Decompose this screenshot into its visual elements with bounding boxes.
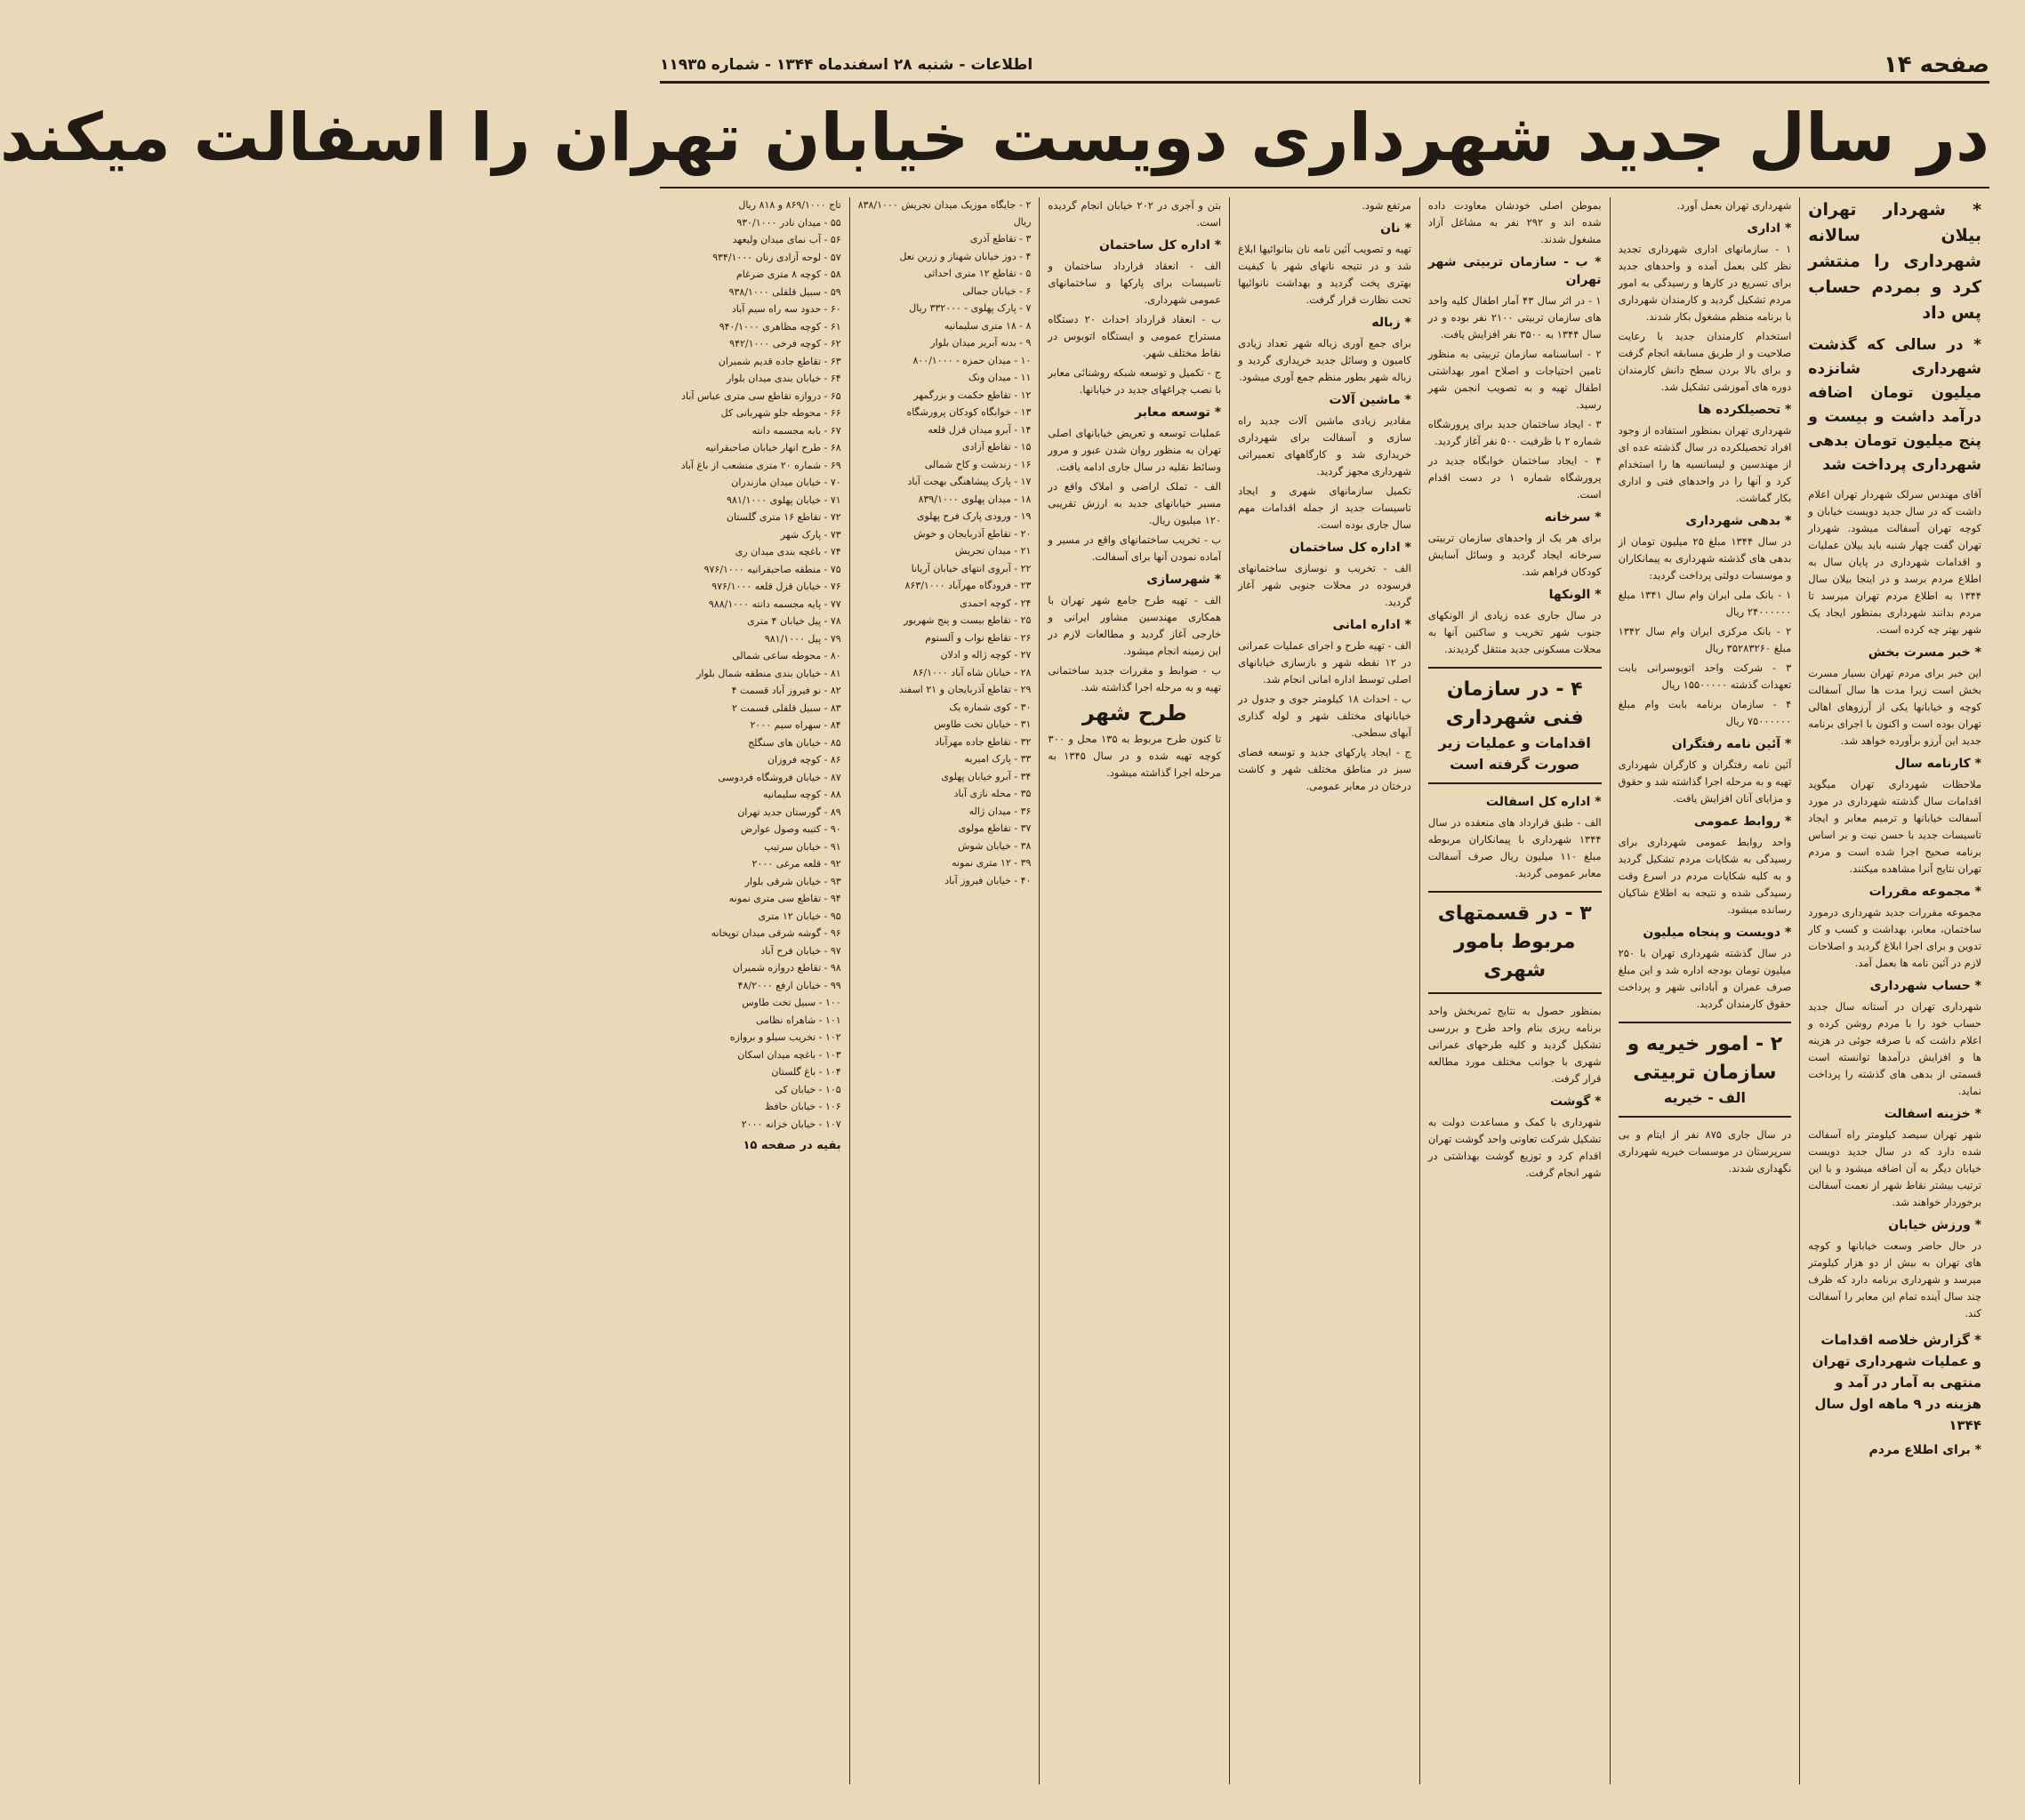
section-subheading: * کارنامه سال xyxy=(1894,757,1981,771)
paragraph: الف - تملک اراضی و املاک واقع در مسیر خیابانهای جدید به ارزش تقریبی ۱۲۰ میلیون ریال. xyxy=(1048,480,1222,526)
list-item: ۴۰ - خیابان فیروز آباد xyxy=(944,874,1032,886)
paragraph: ۴ - ایجاد ساختمان خوابگاه جدید در پرورشگاه شماره ۱ در دست اقدام است. xyxy=(1427,454,1602,501)
paragraph: الف - طبق قرارداد های منعقده در سال ۱۳۴۴ شهرداری با پیمانکاران مربوطه مبلغ ۱۱۰ میلیون ریال صرف آسفالت معابر عمومی گردید. xyxy=(1427,816,1602,879)
section-title: طرح شهر xyxy=(1081,701,1187,726)
masthead xyxy=(660,49,1989,84)
list-item: ۶۸ - طرح انهار خیابان صاحبقرانیه xyxy=(705,442,841,453)
paragraph: ب - ضوابط و مقررات جدید ساختمانی تهیه و به مرحله اجرا گذاشته شد. xyxy=(1048,664,1222,694)
list-item: ۳۲ - تقاطع جاده مهرآباد xyxy=(935,735,1032,748)
list-item: ۳۳ - پارک امیریه xyxy=(964,753,1032,765)
column-2 xyxy=(1610,197,1800,1784)
section-header xyxy=(1428,891,1602,994)
list-item: ۴ - دوز خیابان شهناز و زرین نعل xyxy=(899,250,1032,262)
list-item: ۱۰۳ - باغچه میدان اسکان xyxy=(737,1048,841,1061)
paragraph: شهرداری تهران در آستانه سال جدید حساب خود را با مردم روشن کرده و اعلام داشت که با صرفه جوئی در هزینه ها و افزایش درآمدها توانسته است قسمتی از بدهی های گذشته را پرداخت نماید. xyxy=(1808,1000,1981,1097)
list-item: ۱۰ - میدان حمزه - ۸۰۰/۱۰۰۰ xyxy=(912,354,1032,366)
list-item: ۲۳ - فرودگاه مهرآباد ۸۶۳/۱۰۰۰ xyxy=(904,580,1032,591)
summary-note: * برای اطلاع مردم xyxy=(1868,1443,1981,1457)
list-item: ۸ - ۱۸ متری سلیمانیه xyxy=(944,319,1032,332)
list-item: ۲۶ - تقاطع نواب و آلستوم xyxy=(925,631,1032,644)
list-item: ۶۳ - تقاطع جاده قدیم شمیران xyxy=(718,355,841,367)
section-subheading: * آئین نامه رفتگران xyxy=(1671,737,1792,751)
list-item: ۳۱ - خیابان تخت طاوس xyxy=(934,718,1032,730)
column-7 xyxy=(660,197,849,1784)
list-item: ۱۱ - میدان ونک xyxy=(968,372,1032,383)
paragraph: الف - تهیه طرح و اجرای عملیات عمرانی در ۱۲ نقطه شهر و بازسازی خیابانهای اصلی توسط اداره امانی انجام شد. xyxy=(1238,639,1411,686)
paragraph: شهرداری تهران بعمل آورد. xyxy=(1676,199,1792,212)
list-item: ۲۱ - میدان تجریش xyxy=(954,545,1032,557)
list-item: ۱۰۵ - خیابان کی xyxy=(775,1083,841,1095)
paragraph: واحد روابط عمومی شهرداری برای رسیدگی به شکایات مردم تشکیل گردید و به کلیه شکایات مردم در اسرع وقت رسیدگی شده و نتیجه به اطلاع شاکیان رسانده میشود. xyxy=(1618,836,1792,916)
list-item: ۹۱ - خیابان سرتیپ xyxy=(764,840,841,853)
section-subheading: * روابط عمومی xyxy=(1693,814,1792,829)
list-item: ۱۷ - پارک پیشاهنگی بهجت آباد xyxy=(907,476,1032,487)
list-item: ۷۰ - خیابان میدان مازندران xyxy=(731,477,841,488)
list-item: ۷۵ - منطقه صاحبقرانیه ۹۷۶/۱۰۰۰ xyxy=(703,563,841,575)
section-subheading: * خبر مسرت بخش xyxy=(1868,645,1981,660)
section-header xyxy=(1619,1022,1792,1118)
list-item: ۵۶ - آب نمای میدان ولیعهد xyxy=(732,234,841,245)
list-item: ۷۹ - پیل ۹۸۱/۱۰۰۰ xyxy=(764,632,841,645)
section-header-title: ۳ - در قسمتهای مربوط بامور شهری xyxy=(1437,902,1592,982)
article-columns xyxy=(660,197,1989,1784)
list-item: ۳ - شرکت واحد اتوبوسرانی بابت تعهدات گذشته ۱۵۵۰۰۰۰۰ ریال xyxy=(1618,661,1792,691)
list-item: ۵۵ - میدان نادر ۹۳۰/۱۰۰۰ xyxy=(736,216,841,229)
list-item: ۲۹ - تقاطع آذربایجان و ۲۱ اسفند xyxy=(898,684,1032,695)
main-headline: در سال جدید شهرداری دویست خیابان تهران را اسفالت میکند xyxy=(660,89,1989,188)
paragraph: تا کنون طرح مربوط به ۱۳۵ محل و ۳۰۰ کوچه تهیه شده و در سال ۱۳۴۵ به مرحله اجرا گذاشته میشود. xyxy=(1048,733,1222,779)
paragraph: مقادیر زیادی ماشین آلات جدید راه سازی و آسفالت برای شهرداری خریداری شد و کارگاههای تعمیراتی شهرداری مجهز گردید. xyxy=(1238,414,1411,477)
list-item: ۹۴ - تقاطع سی متری نمونه xyxy=(728,893,841,904)
paragraph: ۱ - سازمانهای اداری شهرداری تجدید نظر کلی بعمل آمده و واحدهای جدید برای تسریع در کارها و رسیدگی به امور مردم تشکیل گردید و کارمندان شهرداری با برنامه منظم مشغول بکار شدند. xyxy=(1618,243,1792,323)
list-item: ۸۷ - خیابان فروشگاه فردوسی xyxy=(718,771,841,783)
list-item: ۶۹ - شماره ۲۰ متری منشعب از باغ آباد xyxy=(680,459,841,471)
list-item: ۹۶ - گوشه شرقی میدان توپخانه xyxy=(711,927,841,939)
list-item: ۵۷ - لوحه آزادی زنان ۹۳۴/۱۰۰۰ xyxy=(712,251,841,263)
list-item: ۱۶ - زندشت و کاخ شمالی xyxy=(924,458,1032,470)
section-subheading: * ورزش خیابان xyxy=(1888,1218,1981,1232)
paragraph: مرتفع شود. xyxy=(1362,199,1411,212)
list-item: ۷۶ - خیابان قزل قلعه ۹۷۶/۱۰۰۰ xyxy=(711,581,841,592)
paragraph: الف - تخریب و نوسازی ساختمانهای فرسوده در محلات جنوبی شهر آغاز گردید. xyxy=(1238,562,1411,608)
page-number: صفحه ۱۴ xyxy=(1883,52,1989,78)
list-item: تاج ۸۶۹/۱۰۰۰ و ۸۱۸ ریال xyxy=(738,199,841,211)
column-1 xyxy=(1799,197,1989,1784)
paragraph: ملاحظات شهرداری تهران میگوید اقدامات سال گذشته شهرداری در مورد آسفالت خیابانها و ترمیم معابر و ایجاد تاسیسات جدید با حسن نیت و بر اساس برنامه صحیح اجرا شده است و مردم تهران نتایج آنرا مشاهده میکنند. xyxy=(1808,778,1981,875)
list-item: ۱۰۲ - تخریب سیلو و بروازه xyxy=(729,1031,841,1043)
list-item: ۲۷ - کوچه ژاله و ادلان xyxy=(940,649,1032,661)
section-subheading: * توسعه معابر xyxy=(1135,405,1222,420)
list-item: ۲۴ - کوچه احمدی xyxy=(960,597,1032,609)
paragraph: ب - تخریب ساختمانهای واقع در مسیر و آماده نمودن آنها برای آسفالت. xyxy=(1048,533,1222,563)
list-item: ۱۸ - میدان پهلوی ۸۳۹/۱۰۰۰ xyxy=(918,493,1032,505)
list-item: ۱ - بانک ملی ایران وام سال ۱۳۴۱ مبلغ ۲۴۰۰۰۰۰۰ ریال xyxy=(1618,589,1792,618)
paragraph: استخدام کارمندان جدید با رعایت صلاحیت و از طریق مسابقه انجام گرفت و برای بالا بردن سطح دانش کارمندان دوره های آموزشی تشکیل شد. xyxy=(1618,330,1792,393)
list-item: ۶ - خیابان جمالی xyxy=(962,285,1032,297)
list-item: ۳ - تقاطع آذری xyxy=(969,233,1032,245)
paragraph: شهرداری با کمک و مساعدت دولت به تشکیل شرکت تعاونی واحد گوشت تهران اقدام کرد و توزیع گوشت بهداشتی در شهر انجام گرفت. xyxy=(1427,1116,1602,1179)
section-subheading: * سرخانه xyxy=(1544,510,1602,525)
list-item: ۷۷ - پایه مجسمه دانته ۹۸۸/۱۰۰۰ xyxy=(708,597,841,610)
list-item: ۱۰۷ - خیابان خزانه ۲۰۰۰ xyxy=(741,1118,841,1130)
list-item: ۷۳ - پارک شهر xyxy=(780,528,841,541)
list-item: ۱۰۴ - باغ گلستان xyxy=(771,1066,841,1078)
section-subheading: * نان xyxy=(1380,221,1411,236)
list-item: ۱۴ - آبرو میدان قزل قلعه xyxy=(928,423,1032,436)
paragraph: برای هر یک از واحدهای سازمان تربیتی سرخانه ایجاد گردید و وسائل آسایش کودکان فراهم شد. xyxy=(1427,532,1602,578)
list-item: ۸۱ - خیابان بندی منطقه شمال بلوار xyxy=(696,667,841,679)
section-header-title: فنی شهرداری xyxy=(1445,707,1584,729)
list-item: ۶۱ - کوچه مظاهری ۹۴۰/۱۰۰۰ xyxy=(719,320,841,333)
section-subheading: * الونکها xyxy=(1548,588,1602,602)
paragraph: در حال حاضر وسعت خیابانها و کوچه های تهران به بیش از دو هزار کیلومتر میرسد و شهرداری برنامه دارد که ظرف چند سال آینده تمام این معابر را آسفالت کند. xyxy=(1808,1239,1981,1319)
paragraph: ب - احداث ۱۸ کیلومتر جوی و جدول در خیابانهای مختلف شهر و لوله گذاری آبهای سطحی. xyxy=(1238,693,1411,739)
list-item: ۲ - بانک مرکزی ایران وام سال ۱۳۴۲ مبلغ ۳۵۲۸۳۲۶۰ ریال xyxy=(1618,625,1792,654)
list-item: ۳۶ - میدان ژاله xyxy=(968,805,1032,817)
section-header-title: ۲ - امور خیریه و سازمان تربیتی xyxy=(1627,1033,1783,1084)
paragraph: در سال جاری ۸۷۵ نفر از ایتام و بی سرپرستان در موسسات خیریه شهرداری نگهداری شدند. xyxy=(1618,1128,1792,1175)
paragraph: ج - ایجاد پارکهای جدید و توسعه فضای سبز در مناطق مختلف شهر و کاشت درختان در معابر عمومی. xyxy=(1238,746,1411,792)
list-item: ۶۶ - محوطه جلو شهربانی کل xyxy=(720,407,841,419)
section-subheading: * خزینه اسفالت xyxy=(1884,1107,1981,1121)
paragraph: عملیات توسعه و تعریض خیابانهای اصلی تهران به منظور روان شدن عبور و مرور وسائط نقلیه در سال جاری ادامه یافت. xyxy=(1048,427,1222,473)
list-item: ۹ - بدنه آبریز میدان بلوار xyxy=(930,337,1032,349)
list-item: ۱۰۶ - خیابان حافظ xyxy=(764,1101,841,1112)
list-item: ۱۰۰ - سبیل تخت طاوس xyxy=(742,997,841,1008)
list-item: ۷۴ - باغچه بندی میدان ری xyxy=(735,546,841,557)
list-item: ۸۸ - کوچه سلیمانیه xyxy=(762,789,841,800)
list-item: ۶۵ - دروازه تقاطع سی متری عباس آباد xyxy=(681,389,841,402)
paragraph: تکمیل سازمانهای شهری و ایجاد تاسیسات جدید از جمله اقدامات مهم سال جاری بوده است. xyxy=(1238,485,1411,531)
paragraph: ب - انعقاد قرارداد احداث ۲۰ دستگاه مستراح عمومی و ایستگاه اتوبوس در نقاط مختلف شهر. xyxy=(1048,313,1222,359)
paragraph: این خبر برای مردم تهران بسیار مسرت بخش است زیرا مدت ها سال آسفالت کوچه و خیابانها یکی از آرزوهای اهالی تهران بوده است و اکنون با اجرای برنامه جدید این آرزو برآورده خواهد شد. xyxy=(1808,667,1981,747)
paragraph: ۳ - ایجاد ساختمان جدید برای پرورشگاه شماره ۲ با ظرفیت ۵۰۰ نفر آغاز گردید. xyxy=(1427,418,1602,447)
section-subheading: * حساب شهرداری xyxy=(1869,979,1981,993)
section-subheading: * اداری xyxy=(1747,221,1792,236)
paragraph: ۱ - در اثر سال ۴۳ آمار اطفال کلیه واحد های سازمان تربیتی ۲۱۰۰ نفر بوده و در سال ۱۳۴۴ به ۳۵۰۰ نفر افزایش یافت. xyxy=(1427,294,1602,341)
list-item: ۱۰۱ - شاهراه نظامی xyxy=(755,1014,841,1026)
list-item: ۹۹ - خیابان ارفع ۴۸/۲۰۰۰ xyxy=(737,979,841,991)
lead-subheadline-2: * در سالی که گذشت شهرداری شانزده میلیون تومان اضافه درآمد داشت و بیست و پنج میلیون تومان بدهی شهرداری پرداخت شد xyxy=(1808,336,1981,474)
list-item: ۶۲ - کوچه فرخی ۹۴۲/۱۰۰۰ xyxy=(729,338,841,349)
list-item: ۵۹ - سبیل قلقلی ۹۳۸/۱۰۰۰ xyxy=(728,285,841,298)
paragraph: شهر تهران سیصد کیلومتر راه آسفالت شده دارد که در سال جدید دویست خیابان دیگر به آن اضافه میشود و با این ترتیب بیشتر نقاط شهر از نعمت آسفالت برخوردار خواهند شد. xyxy=(1808,1128,1981,1208)
paragraph: الف - انعقاد قرارداد ساختمان و تاسیسات برای پارکها و ساختمانهای عمومی شهرداری. xyxy=(1048,260,1222,306)
list-item: ۹۲ - قلعه مرغی ۲۰۰۰ xyxy=(751,858,841,870)
column-3 xyxy=(1419,197,1610,1784)
section-subheading: * اداره کل ساختمان xyxy=(1099,238,1222,253)
paragraph: در سال جاری عده زیادی از الونکهای جنوب شهر تخریب و ساکنین آنها به محلات مسکونی جدید منتقل گردیدند. xyxy=(1427,609,1602,655)
section-header-sub: الف - خیریه xyxy=(1663,1089,1746,1106)
section-subheading: * دویست و پنجاه میلیون xyxy=(1643,926,1792,940)
paragraph: آقای مهندس سرلک شهردار تهران اعلام داشت که در سال جدید دویست خیابان و کوچه تهران آسفالت میشود. شهردار تهران گفت چهار شنبه باید بیلان عملیات و اقدامات شهرداری در پایان سال به اطلاع مردم برسد و در اینجا بیلان سال ۱۳۴۴ به اطلاع مردم تهران میرسد تا مردم بدانند شهرداری بمنظور ایجاد یک شهر بهتر چه کرده است. xyxy=(1808,488,1981,636)
list-item: ۸۰ - محوطه ساعی شمالی xyxy=(732,650,841,661)
list-item: ۶۰ - حدود سه راه سیم آباد xyxy=(731,303,841,315)
list-item: ۱۲ - تقاطع حکمت و بزرگمهر xyxy=(913,389,1032,401)
column-4 xyxy=(1229,197,1419,1784)
list-item: ۲ - جایگاه موزیک میدان تجریش ۸۳۸/۱۰۰۰ ریال xyxy=(857,199,1032,228)
list-item: ۹۳ - خیابان شرقی بلوار xyxy=(744,875,841,887)
lead-subheadline: * شهردار تهران بیلان سالانه شهرداری را منتشر کرد و بمردم حساب پس داد xyxy=(1808,200,1981,323)
list-item: ۲۲ - آبروی انتهای خیابان آریانا xyxy=(911,562,1032,574)
list-item: ۳۴ - آبرو خیابان پهلوی xyxy=(941,770,1032,782)
paragraph: آئین نامه رفتگران و کارگران شهرداری تهیه و به مرحله اجرا گذاشته شد و حقوق و مزایای آنان افزایش یافت. xyxy=(1618,758,1792,805)
paragraph: شهرداری تهران بمنظور استفاده از وجود افراد تحصیلکرده در سال گذشته عده ای از مهندسین و لیسانسیه ها را استخدام کرد و آنها را در واحدهای فنی و اداری بکار گماشت. xyxy=(1618,424,1792,504)
list-item: ۴ - سازمان برنامه بابت وام مبلغ ۷۵۰۰۰۰۰۰ ریال xyxy=(1618,698,1792,727)
paragraph: تهیه و تصویب آئین نامه نان بنانوائیها ابلاغ شد و در نتیجه نانهای شهر با کیفیت بهتری پخت گردید و بهداشت نانوائیها تحت نظارت قرار گرفت. xyxy=(1238,243,1411,306)
list-item: ۲۰ - تقاطع آذربایجان و خوش xyxy=(913,527,1032,540)
list-item: ۸۳ - سبیل قلقلی قسمت ۲ xyxy=(732,702,841,714)
list-item: ۶۴ - خیابان بندی میدان بلوار xyxy=(727,373,841,384)
section-header-number: ۴ - در سازمان xyxy=(1446,678,1583,701)
summary-box: * گزارش خلاصه اقدامات و عملیات شهرداری تهران منتهی به آمار در آمد و هزینه در ۹ ماهه اول سال ۱۳۴۴ xyxy=(1812,1332,1981,1433)
paragraph: در سال ۱۳۴۴ مبلغ ۲۵ میلیون تومان از بدهی های گذشته شهرداری به پیمانکاران و موسسات دولتی پرداخت گردید: xyxy=(1618,535,1792,581)
list-item: ۸۹ - گورستان جدید تهران xyxy=(737,806,841,818)
section-header xyxy=(1428,667,1602,784)
list-item: ۱۳ - خوابگاه کودکان پرورشگاه xyxy=(906,406,1032,418)
list-item: ۳۸ - خیابان شوش xyxy=(958,839,1032,852)
list-item: ۷۲ - تقاطع ۱۶ متری گلستان xyxy=(726,511,841,523)
list-item: ۱۹ - ورودی پارک فرح پهلوی xyxy=(916,510,1032,522)
list-item: ۱۵ - تقاطع آزادی xyxy=(961,441,1032,453)
section-subheading: * اداره کل ساختمان xyxy=(1289,541,1411,555)
list-item: ۸۵ - خیابان های سنگلج xyxy=(748,736,841,749)
issue-info: اطلاعات - شنبه ۲۸ اسفندماه ۱۳۴۴ - شماره ۱۱۹۳۵ xyxy=(660,56,1033,74)
section-subheading: * شهرسازی xyxy=(1146,573,1222,587)
section-subheading: * بدهی شهرداری xyxy=(1685,514,1792,528)
list-item: ۸۶ - کوچه فروزان xyxy=(767,754,841,766)
paragraph: مجموعه مقررات جدید شهرداری درمورد ساختمان، معابر، بهداشت و کسب و کار تدوین و برای اجرا ابلاغ گردید و اصلاحات لازم در آئین نامه ها بعمل آمد. xyxy=(1808,906,1981,969)
list-item: ۹۷ - خیابان فرح آباد xyxy=(760,944,841,957)
list-item: ۳۵ - محله نازی آباد xyxy=(953,788,1032,799)
list-item: ۹۵ - خیابان ۱۲ متری xyxy=(758,910,841,922)
column-5 xyxy=(1039,197,1229,1784)
list-item: ۸۲ - نو فیروز آباد قسمت ۴ xyxy=(731,685,841,696)
paragraph: ۲ - اساسنامه سازمان تربیتی به منظور تامین احتیاجات و اصلاح امور بهداشتی اطفال تهیه و به تصویب انجمن شهر رسید. xyxy=(1427,348,1602,411)
list-item: ۳۹ - ۱۲ متری نمونه xyxy=(952,857,1032,869)
section-subheading: * اداره کل اسفالت xyxy=(1485,795,1602,809)
section-subheading: * زباله xyxy=(1371,316,1411,330)
list-item: ۲۵ - تقاطع بیست و پنج شهریور xyxy=(904,614,1032,626)
list-item: ۷۱ - خیابان پهلوی ۹۸۱/۱۰۰۰ xyxy=(727,493,841,506)
list-item: ۹۸ - تقاطع دروازه شمیران xyxy=(732,962,841,974)
list-item: ۹۰ - کتیبه وصول عوارض xyxy=(740,823,841,835)
section-subheading: * تحصیلکرده ها xyxy=(1698,403,1792,417)
paragraph: بمنظور حصول به نتایج ثمربخش واحد برنامه ریزی بنام واحد طرح و بررسی تشکیل گردید و کلیه طرحهای عمرانی شهری با جوانب مختلف مورد مطالعه قرار گرفت. xyxy=(1427,1005,1602,1085)
paragraph: ج - تکمیل و توسعه شبکه روشنائی معابر با نصب چراغهای جدید در خیابانها. xyxy=(1048,366,1222,396)
list-item: ۸۴ - سهراه سیم ۲۰۰۰ xyxy=(750,719,841,731)
paragraph: بموطن اصلی خودشان معاودت داده شده اند و ۲۹۲ نفر به مشاغل آزاد مشغول شدند. xyxy=(1427,199,1602,245)
paragraph: الف - تهیه طرح جامع شهر تهران با همکاری مهندسین مشاور ایرانی و خارجی آغاز گردید و مطالعات لازم در این زمینه انجام میشود. xyxy=(1048,594,1222,657)
list-item: ۵۸ - کوچه ۸ متری ضرغام xyxy=(735,269,841,280)
list-item: ۶۷ - بابه مجسمه دانته xyxy=(751,424,841,437)
list-item: ۷۸ - پیل خیابان ۴ متری xyxy=(747,615,841,627)
continued-note: بقیه در صفحه ۱۵ xyxy=(743,1139,841,1152)
list-item: ۳۰ - کوی شماره یک xyxy=(949,701,1032,713)
section-header-sub: اقدامات و عملیات زیر صورت گرفته است xyxy=(1438,734,1591,773)
section-subheading: * مجموعه مقررات xyxy=(1868,885,1981,899)
section-subheading: * ماشین آلات xyxy=(1329,393,1411,407)
paragraph: بتن و آجری در ۲۰۲ خیابان انجام گردیده است. xyxy=(1048,199,1222,229)
list-item: ۵ - تقاطع ۱۲ متری احداثی xyxy=(924,268,1032,279)
column-6 xyxy=(849,197,1040,1784)
section-subheading: * ب - سازمان تربیتی شهر تهران xyxy=(1427,255,1602,287)
paragraph: در سال گذشته شهرداری تهران با ۲۵۰ میلیون تومان بودجه اداره شد و این مبلغ صرف عمران و آبادانی شهر و پرداخت حقوق کارمندان گردید. xyxy=(1618,947,1792,1010)
paragraph: برای جمع آوری زباله شهر تعداد زیادی کامیون و وسائل جدید خریداری گردید و زباله شهر بطور منظم جمع آوری میشود. xyxy=(1238,337,1411,383)
list-item: ۷ - پارک پهلوی - ۳۳۲۰۰۰ ریال xyxy=(909,302,1032,314)
list-item: ۳۷ - تقاطع مولوی xyxy=(958,822,1032,834)
section-subheading: * گوشت xyxy=(1549,1094,1602,1109)
list-item: ۲۸ - خیابان شاه آباد ۸۶/۱۰۰۰ xyxy=(912,666,1032,678)
section-subheading: * اداره امانی xyxy=(1332,618,1411,632)
